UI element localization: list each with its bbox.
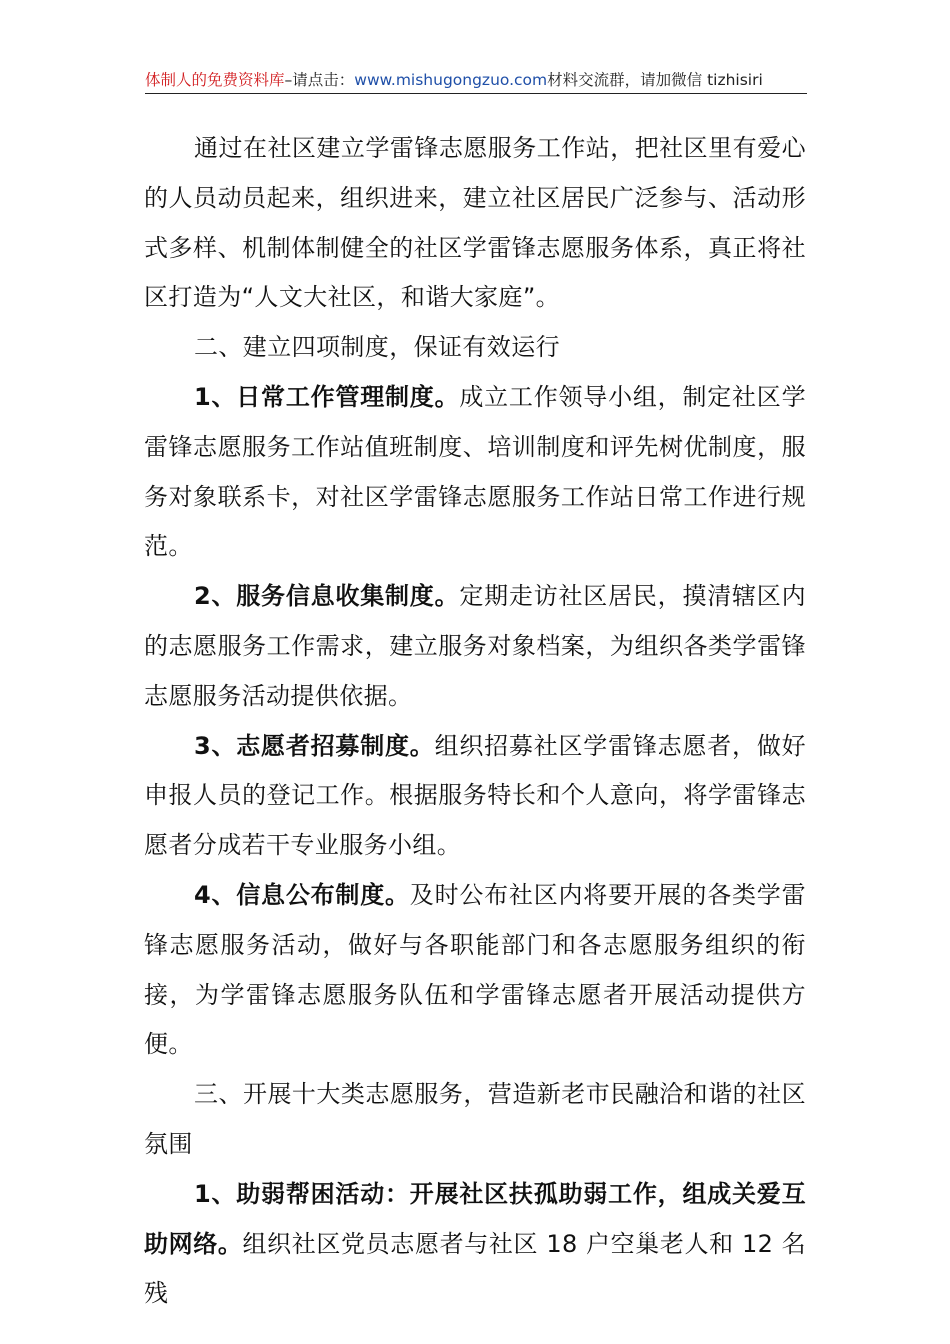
paragraph-volunteer-recruitment [144, 722, 806, 871]
paragraph-text: 及时公布社区内将要开展的各类学雷锋志愿服务活动，做好与各职能部门和各志愿服务组织的衔接，为学雷锋志愿服务队伍和学雷锋志愿者开展活动提供方便。 [144, 880, 806, 1059]
section-heading-three [144, 1070, 806, 1170]
paragraph-info-publishing [144, 871, 806, 1070]
paragraph-lead: 1、日常工作管理制度。 [194, 382, 460, 411]
paragraph-lead: 3、志愿者招募制度。 [194, 731, 435, 760]
paragraph-text: 定期走访社区居民，摸清辖区内的志愿服务工作需求，建立服务对象档案，为组织各类学雷锋志愿服务活动提供依据。 [144, 582, 806, 710]
paragraph-help-the-weak [144, 1170, 806, 1319]
section-heading-two [144, 323, 806, 373]
paragraph-intro [144, 124, 806, 323]
heading-text: 二、建立四项制度，保证有效运行 [194, 333, 560, 362]
paragraph-text: 通过在社区建立学雷锋志愿服务工作站，把社区里有爱心的人员动员起来，组织进来，建立社区居民广泛参与、活动形式多样、机制体制健全的社区学雷锋志愿服务体系，真正将社区打造为“人文大社区，和谐大家庭”。 [144, 134, 806, 312]
paragraph-lead: 4、信息公布制度。 [194, 880, 410, 909]
paragraph-lead: 1、助弱帮困活动：开展社区扶孤助弱工作，组成关爱互助网络。 [144, 1179, 806, 1258]
heading-text: 三、开展十大类志愿服务，营造新老市民融洽和谐的社区氛围 [144, 1080, 806, 1158]
paragraph-text: 组织社区党员志愿者与社区 18 户空巢老人和 12 名残 [144, 1229, 806, 1308]
paragraph-text: 成立工作领导小组，制定社区学雷锋志愿服务工作站值班制度、培训制度和评先树优制度，服务对象联系卡，对社区学雷锋志愿服务工作站日常工作进行规范。 [144, 382, 806, 561]
paragraph-lead: 2、服务信息收集制度。 [194, 582, 460, 611]
document-body [144, 124, 806, 1319]
page-header [145, 70, 807, 94]
header-prompt: –请点击： [284, 71, 355, 89]
paragraph-info-collection [144, 572, 806, 721]
header-site-name: 体制人的免费资料库 [145, 71, 285, 89]
paragraph-daily-management [144, 373, 806, 572]
header-url-link[interactable]: www.mishugongzuo.com [354, 71, 548, 89]
header-contact: 材料交流群，请加微信 tizhisiri [547, 71, 763, 89]
paragraph-text: 组织招募社区学雷锋志愿者，做好申报人员的登记工作。根据服务特长和个人意向，将学雷锋志愿者分成若干专业服务小组。 [144, 731, 807, 860]
